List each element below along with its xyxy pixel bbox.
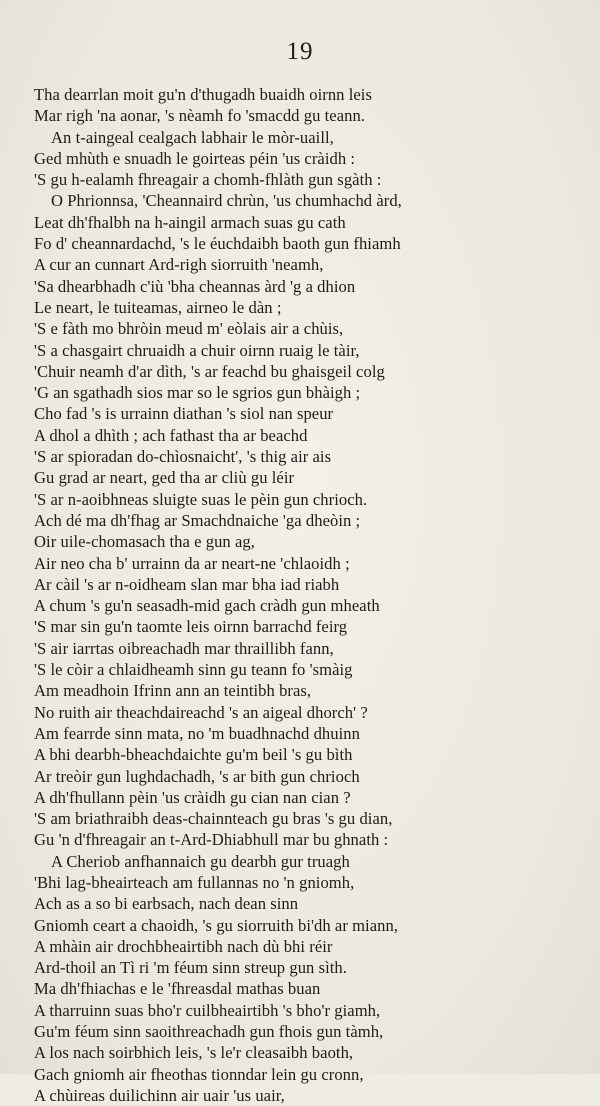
poem-line: O Phrionnsa, 'Cheannaird chrùn, 'us chumhachd àrd, [51, 191, 402, 211]
poem-text [34, 84, 574, 1106]
page-number: 19 [286, 38, 314, 65]
poem-line: Gniomh ceart a chaoidh, 's gu siorruith bi'dh ar miann, [34, 915, 399, 935]
poem-line: No ruith air theachdaireachd 's an aigeal dhorch' ? [34, 702, 368, 722]
poem-line: Am fearrde sinn mata, no 'm buadhnachd dhuinn [34, 723, 360, 743]
poem-line: Mar righ 'na aonar, 's nèamh fo 'smacdd gu teann. [34, 106, 366, 126]
poem-line: Ard-thoil an Tì ri 'm féum sinn streup gun sìth. [34, 958, 347, 978]
poem-line: Fo d' cheannardachd, 's le éuchdaibh baoth gun fhiamh [34, 234, 401, 254]
poem-line: Oir uile-chomasach tha e gun ag, [34, 532, 255, 552]
poem-line: Ged mhùth e snuadh le goirteas péin 'us cràidh : [34, 148, 356, 168]
poem-line: 'S gu h-ealamh fhreagair a chomh-fhlàth gun sgàth : [34, 170, 382, 190]
poem-line: 'S air iarrtas oibreachadh mar thraillibh fann, [34, 638, 334, 658]
poem-line: A mhàin air drochbheairtibh nach dù bhi réir [34, 936, 333, 956]
poem-line: A dhol a dhìth ; ach fathast tha ar beachd [34, 425, 308, 445]
poem-line: 'Bhi lag-bheairteach am fullannas no 'n gniomh, [34, 872, 355, 892]
poem-line: A dh'fhullann pèin 'us cràidh gu cian nan cian ? [34, 787, 351, 807]
poem-line: A bhi dearbh-bheachdaichte gu'm beil 's gu bìth [34, 745, 353, 765]
poem-line: Leat dh'fhalbh na h-aingil armach suas gu cath [34, 212, 346, 232]
poem-line: Cho fad 's is urrainn diathan 's siol nan speur [34, 404, 334, 424]
poem-line: Gu'm féum sinn saoithreachadh gun fhois gun tàmh, [34, 1022, 384, 1042]
poem-line: A los nach soirbhich leis, 's le'r cleasaibh baoth, [34, 1043, 354, 1063]
poem-line: 'S am briathraibh deas-chainnteach gu bras 's gu dian, [34, 809, 393, 829]
poem-line: A tharruinn suas bho'r cuilbheairtibh 's bho'r giamh, [34, 1000, 381, 1020]
poem-line: 'S ar spioradan do-chìosnaicht', 's thig air ais [34, 447, 332, 467]
poem-line: An t-aingeal cealgach labhair le mòr-uaill, [51, 127, 334, 147]
poem-line: 'Sa dhearbhadh c'iù 'bha cheannas àrd 'g a dhion [34, 276, 356, 296]
poem-line: A chum 's gu'n seasadh-mid gach cràdh gun mheath [34, 596, 380, 616]
poem-line: Ach as a so bi earbsach, nach dean sinn [34, 894, 299, 914]
poem-line: Gach gniomh air fheothas tionndar lein gu cronn, [34, 1064, 364, 1084]
poem-line: 'S e fàth mo bhròin meud m' eòlais air a chùis, [34, 319, 344, 339]
poem-line: 'S mar sin gu'n taomte leis oirnn barrachd feirg [34, 617, 348, 637]
poem-line: A chùireas duilichinn air uair 'us uair, [34, 1085, 285, 1105]
poem-line: Ar càil 's ar n-oidheam slan mar bha iad riabh [34, 574, 340, 594]
poem-line: A cur an cunnart Ard-righ siorruith 'neamh, [34, 255, 324, 275]
poem-line: 'G an sgathadh sios mar so le sgrios gun bhàigh ; [34, 383, 361, 403]
poem-line: Gu grad ar neart, ged tha ar cliù gu léir [34, 468, 295, 488]
poem-line: A Cheriob anfhannaich gu dearbh gur truagh [51, 851, 350, 871]
poem-line: Gu 'n d'fhreagair an t-Ard-Dhiabhull mar bu ghnath : [34, 830, 389, 850]
poem-line: Tha dearrlan moit gu'n d'thugadh buaidh oirnn leis [34, 85, 372, 104]
poem-line: Ach dé ma dh'fhag ar Smachdnaiche 'ga dheòin ; [34, 510, 361, 530]
poem-line: Ar treòir gun lughdachadh, 's ar bith gun chrioch [34, 766, 360, 786]
poem-line: 'S a chasgairt chruaidh a chuir oirnn ruaig le tàir, [34, 340, 360, 360]
poem-line: 'Chuir neamh d'ar dìth, 's ar feachd bu ghaisgeil colg [34, 361, 385, 381]
poem-line: Air neo cha b' urrainn da ar neart-ne 'chlaoidh ; [34, 553, 350, 573]
poem-line: 'S le còir a chlaidheamh sinn gu teann fo 'smàig [34, 660, 353, 680]
poem-line: Le neart, le tuiteamas, airneo le dàn ; [34, 297, 282, 317]
poem-line: 'S ar n-aoibhneas sluigte suas le pèin gun chrioch. [34, 489, 368, 509]
poem-line: Am meadhoin Ifrinn ann an teintibh bras, [34, 681, 312, 701]
poem-line: Ma dh'fhiachas e le 'fhreasdal mathas buan [34, 979, 321, 999]
